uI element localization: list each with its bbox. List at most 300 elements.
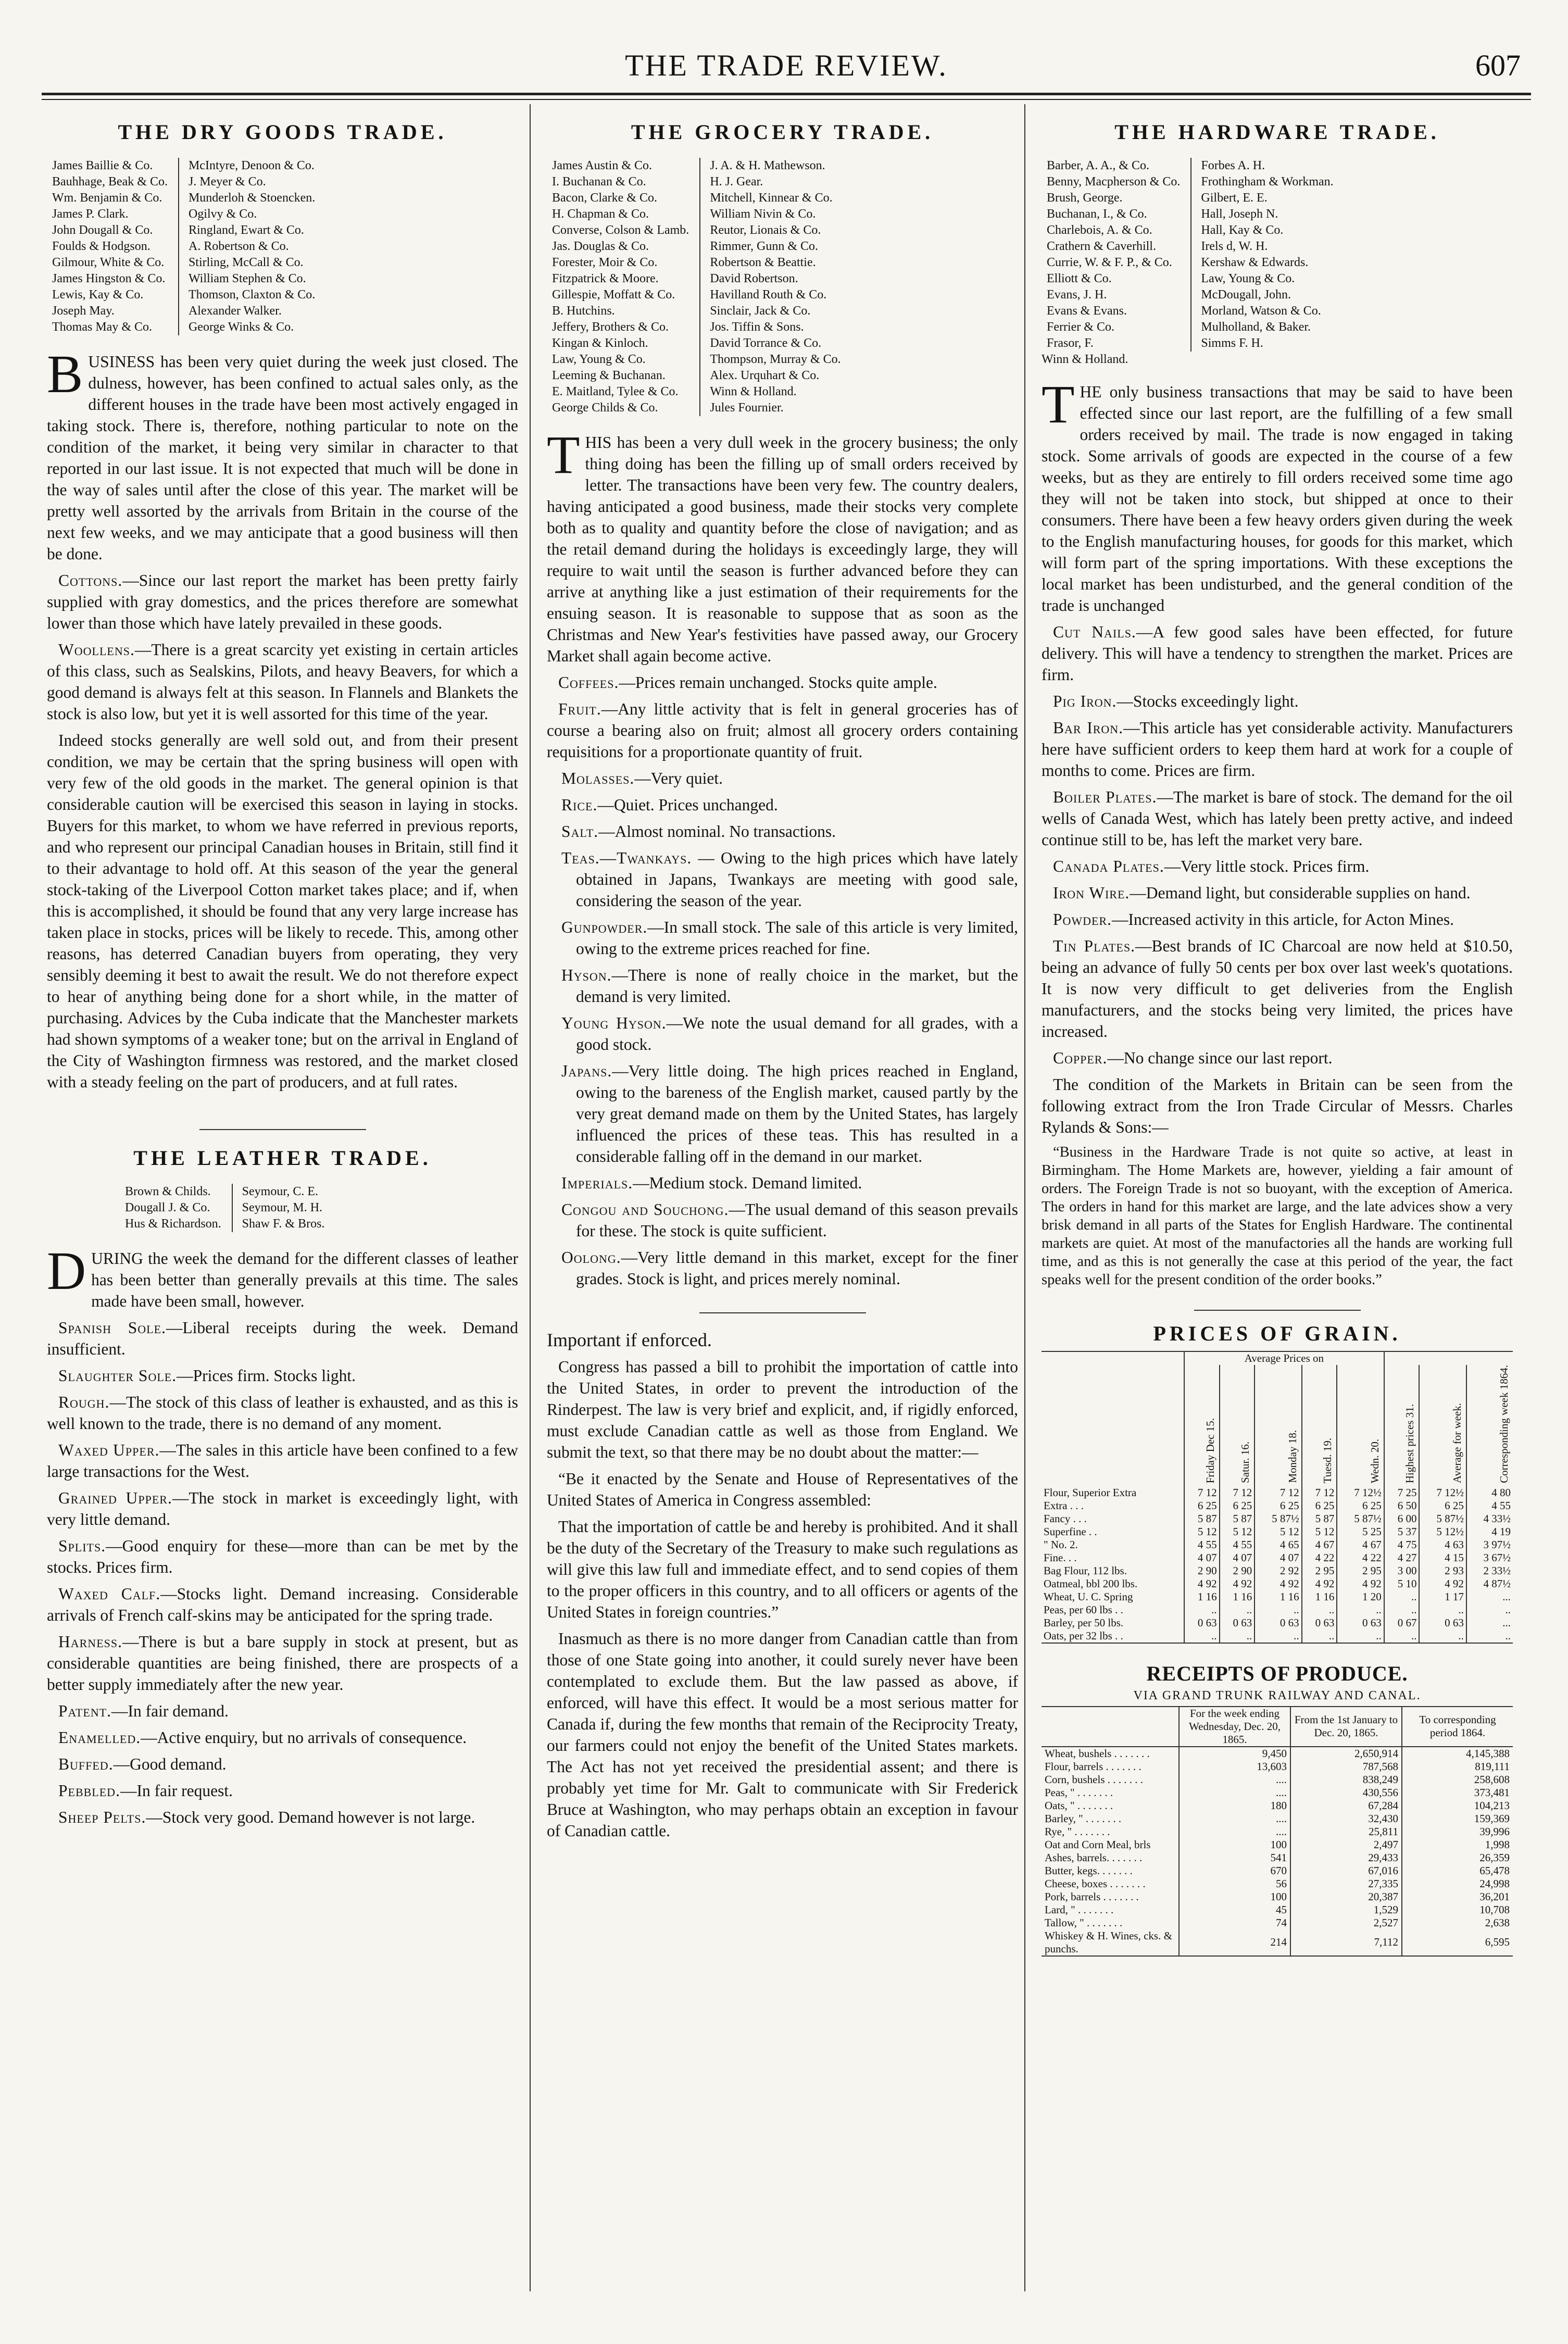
receipts-value-cell: 180 bbox=[1179, 1799, 1290, 1812]
firm-name: Fitzpatrick & Moore. bbox=[552, 272, 659, 285]
grain-price-cell: .. bbox=[1220, 1603, 1255, 1616]
firm-name: Law, Young & Co. bbox=[1201, 272, 1295, 285]
table-row bbox=[1042, 1564, 1513, 1577]
produce-receipts-table bbox=[1042, 1706, 1513, 1957]
table-row bbox=[1042, 1629, 1513, 1643]
column-1 bbox=[47, 109, 518, 1833]
dry-goods-heading: THE DRY GOODS TRADE. bbox=[118, 120, 447, 144]
masthead-rule-thin bbox=[42, 99, 1531, 100]
dry-goods-cottons: Cottons.—Since our last report the market has been pretty fairly supplied with gray domestics, and the prices therefore are somewhat lower than those which have lately prevailed in these goods. bbox=[47, 571, 518, 632]
grain-price-cell: 1 16 bbox=[1302, 1590, 1337, 1603]
receipts-value-cell: 670 bbox=[1179, 1864, 1290, 1877]
grain-price-cell: .. bbox=[1419, 1603, 1466, 1616]
firm-name: Currie, W. & F. P., & Co. bbox=[1047, 256, 1172, 269]
firm-name: James Austin & Co. bbox=[552, 159, 653, 172]
item-text: —Stocks light. Demand increasing. Considerable arrivals of French calf-skins may be anticipated for the spring trade. bbox=[47, 1585, 518, 1624]
grain-price-cell: 5 37 bbox=[1384, 1525, 1420, 1538]
receipts-value-cell: 39,996 bbox=[1402, 1825, 1513, 1838]
drop-cap: D bbox=[47, 1241, 86, 1301]
receipts-value-cell: .... bbox=[1179, 1773, 1290, 1786]
grain-price-cell: .. bbox=[1184, 1629, 1220, 1643]
grocery-firms bbox=[552, 158, 1018, 416]
market-item bbox=[1042, 717, 1513, 781]
firm-name: Evans & Evans. bbox=[1047, 304, 1127, 318]
receipts-row-label: Pork, barrels . . . . . . . bbox=[1045, 1890, 1139, 1903]
receipts-value-cell: 1,998 bbox=[1402, 1838, 1513, 1851]
firm-name: Frothingham & Workman. bbox=[1201, 175, 1334, 189]
receipts-value-cell: 32,430 bbox=[1290, 1812, 1402, 1825]
table-row bbox=[1042, 1864, 1513, 1877]
receipts-value-cell: 45 bbox=[1179, 1903, 1290, 1916]
grain-price-cell: 6 25 bbox=[1184, 1499, 1220, 1512]
hardware-firms bbox=[1047, 158, 1513, 352]
firm-name: Jules Fournier. bbox=[710, 401, 784, 415]
receipts-value-cell: 6,595 bbox=[1402, 1929, 1513, 1956]
grain-price-cell: 4 92 bbox=[1255, 1577, 1301, 1590]
item-label: Harness. bbox=[58, 1633, 122, 1651]
firm-name: Dougall J. & Co. bbox=[125, 1201, 210, 1214]
grain-prices-table bbox=[1042, 1351, 1513, 1644]
item-label: Tin Plates. bbox=[1053, 937, 1135, 955]
receipts-value-cell: 56 bbox=[1179, 1877, 1290, 1890]
item-label: Hyson. bbox=[561, 966, 612, 984]
item-text: —Best brands of IC Charcoal are now held at $10.50, being an advance of fully 50 cents per box over last week's quotations. It is now very difficult to get deliveries from the English manufacturers, and the stocks being very limited, the prices have increased. bbox=[1042, 937, 1513, 1041]
grain-row-label: Extra . . . bbox=[1044, 1499, 1084, 1512]
table-row bbox=[1042, 1812, 1513, 1825]
receipts-value-cell: 373,481 bbox=[1402, 1786, 1513, 1799]
enforced-p1: Congress has passed a bill to prohibit the importation of cattle into the United States, in order to prevent the introduction of the Rinderpest. The law is very brief and explicit, and, if rigidly enforced, must exclude Canadian cattle as well as those from England. We submit the text, so that there may be no doubt about the matter:— bbox=[547, 1358, 1018, 1461]
firm-name: Thompson, Murray & Co. bbox=[710, 353, 841, 366]
receipts-value-cell: 10,708 bbox=[1402, 1903, 1513, 1916]
grain-row-label: " No. 2. bbox=[1044, 1538, 1078, 1551]
grain-price-cell: .. bbox=[1466, 1629, 1513, 1643]
hardware-items bbox=[1042, 621, 1513, 1069]
table-row bbox=[1042, 1799, 1513, 1812]
grain-price-cell: 5 87½ bbox=[1255, 1512, 1301, 1525]
market-item bbox=[1042, 882, 1513, 904]
grain-price-cell: 7 12 bbox=[1302, 1486, 1337, 1499]
grain-price-cell: .. bbox=[1337, 1629, 1384, 1643]
receipts-heading: RECEIPTS OF PRODUCE. bbox=[1146, 1661, 1408, 1685]
grain-price-cell: 4 22 bbox=[1337, 1551, 1384, 1564]
firm-name: Joseph May. bbox=[52, 304, 115, 318]
item-label: Sheep Pelts. bbox=[58, 1808, 146, 1826]
firm-name: J. Meyer & Co. bbox=[188, 175, 266, 189]
grain-price-cell: .. bbox=[1384, 1629, 1420, 1643]
grain-price-cell: 7 12½ bbox=[1337, 1486, 1384, 1499]
item-label: Molasses. bbox=[561, 769, 635, 787]
grain-price-cell: 2 92 bbox=[1255, 1564, 1301, 1577]
firm-name: Evans, J. H. bbox=[1047, 288, 1107, 302]
firm-name: Crathern & Caverhill. bbox=[1047, 240, 1156, 253]
leather-firms bbox=[125, 1184, 518, 1232]
item-label: Splits. bbox=[58, 1537, 106, 1555]
market-item bbox=[47, 1583, 518, 1626]
market-item bbox=[547, 698, 1018, 762]
receipts-column-header: From the 1st January to Dec. 20, 1865. bbox=[1290, 1707, 1402, 1747]
firm-name: John Dougall & Co. bbox=[52, 223, 153, 237]
table-row bbox=[1042, 1590, 1513, 1603]
grain-price-cell: 5 87 bbox=[1220, 1512, 1255, 1525]
leather-heading: THE LEATHER TRADE. bbox=[133, 1146, 432, 1170]
grain-column-header bbox=[1220, 1365, 1255, 1486]
item-label: Bar Iron. bbox=[1053, 719, 1124, 737]
firm-name: Charlebois, A. & Co. bbox=[1047, 223, 1152, 237]
firm-name: Thomson, Claxton & Co. bbox=[188, 288, 316, 302]
firm-name: Munderloh & Stoencken. bbox=[188, 191, 316, 205]
market-item bbox=[547, 917, 1018, 959]
enforced-heading: Important if enforced. bbox=[547, 1330, 712, 1350]
receipts-row-label: Peas, " . . . . . . . bbox=[1045, 1786, 1113, 1799]
grain-row-label: Oats, per 32 lbs . . bbox=[1044, 1629, 1123, 1642]
firm-name: Kershaw & Edwards. bbox=[1201, 256, 1309, 269]
item-label: Salt. bbox=[561, 822, 599, 841]
drop-cap: B bbox=[47, 344, 83, 404]
item-label: Japans. bbox=[561, 1062, 612, 1080]
page-title: THE TRADE REVIEW. bbox=[625, 48, 948, 82]
receipts-row-label: Butter, kegs. . . . . . . bbox=[1045, 1864, 1133, 1877]
firm-name: Rimmer, Gunn & Co. bbox=[710, 240, 819, 253]
firm-name: Barber, A. A., & Co. bbox=[1047, 159, 1150, 172]
grain-price-cell: 1 16 bbox=[1184, 1590, 1220, 1603]
receipts-row-label: Lard, " . . . . . . . bbox=[1045, 1903, 1114, 1916]
grain-price-cell: ... bbox=[1466, 1616, 1513, 1629]
grain-column-label: Corresponding week 1864. bbox=[1498, 1365, 1510, 1483]
grain-price-cell: 5 87 bbox=[1184, 1512, 1220, 1525]
page-number: 607 bbox=[1475, 48, 1521, 82]
dry-goods-intro: BUSINESS has been very quiet during the week just closed. The dulness, however, has been confined to actual sales only, as the different houses in the trade have been most actively engaged in taking stock. There is, therefore, nothing particular to note on the condition of the market, it being very similar in character to that reported in our last issue. It is not expected that much will be done in the way of sales until after the close of this year. The market will be pretty well assorted by the arrivals from Britain in the course of the next few weeks, and we may anticipate that a good business will then be done. bbox=[47, 344, 518, 563]
grain-heading: PRICES OF GRAIN. bbox=[1153, 1322, 1401, 1345]
grain-price-cell: 4 07 bbox=[1255, 1551, 1301, 1564]
firm-name: Brown & Childs. bbox=[125, 1185, 211, 1198]
dry-goods-woollens: Woollens.—There is a great scarcity yet existing in certain articles of this class, such as Sealskins, Pilots, and heavy Beavers, for which a good demand is always felt at this season. In Flannels and Blankets the stock is also low, but yet it is well assorted for this time of the year. bbox=[47, 641, 518, 723]
table-row bbox=[1042, 1890, 1513, 1903]
grain-price-cell: 0 63 bbox=[1419, 1616, 1466, 1629]
firm-name: Kingan & Kinloch. bbox=[552, 336, 648, 350]
item-text: —There is none of really choice in the market, but the demand is very limited. bbox=[576, 966, 1018, 1006]
hardware-firm-center: Winn & Holland. bbox=[1042, 353, 1128, 366]
item-text: —Prices firm. Stocks light. bbox=[177, 1367, 356, 1385]
firm-name: Ogilvy & Co. bbox=[188, 207, 257, 221]
firm-name: H. Chapman & Co. bbox=[552, 207, 649, 221]
market-item bbox=[547, 847, 1018, 911]
item-text: —This article has yet considerable activity. Manufacturers here have sufficient orders to keep them hard at work for a couple of months to come. Prices are firm. bbox=[1042, 719, 1513, 780]
hardware-intro: THE only business transactions that may be said to have been effected since our last report, are the fulfilling of a few small orders received by mail. The trade is now engaged in taking stock. Some arrivals of goods are expected in the course of a few weeks, but as they are entirely to fill orders received some time ago they will not be taken into stock, but shipped at once to their consumers. There have been a few heavy orders given during the week to the English manufacturing houses, for goods for this market, which will form part of the spring importations. With these exceptions the local market has been undisturbed, and the general condition of the trade is unchanged bbox=[1042, 374, 1513, 615]
grain-price-cell: .. bbox=[1384, 1603, 1420, 1616]
receipts-value-cell: 65,478 bbox=[1402, 1864, 1513, 1877]
item-label: Pig Iron. bbox=[1053, 692, 1117, 710]
item-label: Powder. bbox=[1053, 910, 1112, 929]
firm-name: Forester, Moir & Co. bbox=[552, 256, 658, 269]
grain-price-cell: 3 00 bbox=[1384, 1564, 1420, 1577]
item-text: —In fair request. bbox=[120, 1782, 233, 1800]
receipts-value-cell: 2,638 bbox=[1402, 1916, 1513, 1929]
receipts-value-cell: 2,527 bbox=[1290, 1916, 1402, 1929]
receipts-subtitle: VIA GRAND TRUNK RAILWAY AND CANAL. bbox=[1133, 1688, 1421, 1702]
receipts-row-label: Rye, " . . . . . . . bbox=[1045, 1825, 1110, 1838]
grain-row-label: Peas, per 60 lbs . . bbox=[1044, 1603, 1123, 1616]
grain-price-cell: 4 22 bbox=[1302, 1551, 1337, 1564]
firm-name: Hall, Kay & Co. bbox=[1201, 223, 1284, 237]
item-label: Cut Nails. bbox=[1053, 623, 1136, 641]
column-2 bbox=[547, 109, 1018, 1847]
item-text: —Good enquiry for these—more than can be met by the stocks. Prices firm. bbox=[47, 1537, 518, 1576]
firm-name: William Nivin & Co. bbox=[710, 207, 816, 221]
table-row bbox=[1042, 1747, 1513, 1760]
grain-price-cell: 6 25 bbox=[1220, 1499, 1255, 1512]
firm-name: Seymour, C. E. bbox=[242, 1185, 319, 1198]
item-text: —There is but a bare supply in stock at present, but as considerable quantities are being finished, there are prospects of a better supply immediately after the new year. bbox=[47, 1633, 518, 1694]
item-text: —The market is bare of stock. The demand for the oil wells of Canada West, which has lately been pretty active, and indeed continue still to be, has left the market very bare. bbox=[1042, 788, 1513, 849]
masthead bbox=[42, 48, 1531, 90]
grain-price-cell: 0 63 bbox=[1337, 1616, 1384, 1629]
receipts-value-cell: 25,811 bbox=[1290, 1825, 1402, 1838]
item-text: —In small stock. The sale of this article is very limited, owing to the extreme prices reached for fine. bbox=[576, 918, 1018, 958]
grain-price-cell: 4 15 bbox=[1419, 1551, 1466, 1564]
receipts-value-cell: 1,529 bbox=[1290, 1903, 1402, 1916]
grain-price-cell: .. bbox=[1255, 1629, 1301, 1643]
receipts-row-label: Cheese, boxes . . . . . . . bbox=[1045, 1877, 1146, 1890]
grain-price-cell: .. bbox=[1419, 1629, 1466, 1643]
market-item bbox=[47, 1727, 518, 1748]
receipts-value-cell: .... bbox=[1179, 1812, 1290, 1825]
item-label: Congou and Souchong. bbox=[561, 1200, 729, 1219]
table-row bbox=[1042, 1512, 1513, 1525]
grain-price-cell: 4 19 bbox=[1466, 1525, 1513, 1538]
receipts-value-cell: 541 bbox=[1179, 1851, 1290, 1864]
item-label: Oolong. bbox=[561, 1248, 621, 1267]
firm-name: Gilbert, E. E. bbox=[1201, 191, 1268, 205]
grain-price-cell: 3 67½ bbox=[1466, 1551, 1513, 1564]
grain-row-label: Oatmeal, bbl 200 lbs. bbox=[1044, 1577, 1138, 1590]
receipts-value-cell: 2,650,914 bbox=[1290, 1747, 1402, 1760]
firm-name: George Childs & Co. bbox=[552, 401, 658, 415]
item-text: —Any little activity that is felt in general groceries has of course a bearing also on fruit; almost all grocery orders containing requisitions for a proportionate quantity of fruit. bbox=[547, 700, 1018, 761]
receipts-value-cell: 26,359 bbox=[1402, 1851, 1513, 1864]
item-text: —A few good sales have been effected, for future delivery. This will have a tendency to strengthen the market. Prices are firm. bbox=[1042, 623, 1513, 684]
firm-name: Morland, Watson & Co. bbox=[1201, 304, 1321, 318]
grain-price-cell: 0 67 bbox=[1384, 1616, 1420, 1629]
grain-row-label: Fine. . . bbox=[1044, 1551, 1077, 1564]
market-item bbox=[47, 1317, 518, 1360]
table-row bbox=[1042, 1903, 1513, 1916]
grain-price-cell: 5 12 bbox=[1220, 1525, 1255, 1538]
firm-name: George Winks & Co. bbox=[188, 320, 294, 334]
grain-price-cell: 4 92 bbox=[1337, 1577, 1384, 1590]
grain-price-cell: 7 12½ bbox=[1419, 1486, 1466, 1499]
grain-column-header bbox=[1384, 1365, 1420, 1486]
grain-price-cell: 4 92 bbox=[1419, 1577, 1466, 1590]
table-row bbox=[1042, 1773, 1513, 1786]
grain-price-cell: 1 20 bbox=[1337, 1590, 1384, 1603]
receipts-value-cell: 24,998 bbox=[1402, 1877, 1513, 1890]
item-text: —The stock in market is exceedingly light, with very little demand. bbox=[47, 1489, 518, 1528]
firm-name: Gilmour, White & Co. bbox=[52, 256, 165, 269]
table-row bbox=[1042, 1616, 1513, 1629]
grain-price-cell: .. bbox=[1466, 1603, 1513, 1616]
receipts-column-header: For the week ending Wednesday, Dec. 20, 1865. bbox=[1179, 1707, 1290, 1747]
market-item bbox=[547, 964, 1018, 1007]
item-label: Spanish Sole. bbox=[58, 1319, 166, 1337]
firm-name: Stirling, McCall & Co. bbox=[188, 256, 304, 269]
drop-cap: T bbox=[1042, 374, 1075, 434]
item-text: —Medium stock. Demand limited. bbox=[633, 1174, 862, 1192]
market-item bbox=[47, 1807, 518, 1828]
grain-column-header bbox=[1184, 1365, 1220, 1486]
market-item bbox=[1042, 935, 1513, 1042]
market-item bbox=[47, 1392, 518, 1434]
receipts-value-cell: 74 bbox=[1179, 1916, 1290, 1929]
receipts-row-label: Oat and Corn Meal, brls bbox=[1045, 1838, 1151, 1851]
firm-name: B. Hutchins. bbox=[552, 304, 615, 318]
receipts-value-cell: 67,016 bbox=[1290, 1864, 1402, 1877]
grain-price-cell: .. bbox=[1337, 1603, 1384, 1616]
receipts-value-cell: 13,603 bbox=[1179, 1760, 1290, 1773]
grain-column-label: Tuesd. 19. bbox=[1321, 1437, 1334, 1483]
table-row bbox=[1042, 1877, 1513, 1890]
grain-price-cell: .. bbox=[1220, 1629, 1255, 1643]
item-text: —Quiet. Prices unchanged. bbox=[597, 796, 778, 814]
dry-goods-outlook: Indeed stocks generally are well sold out, and from their present condition, we may be certain that the spring business will open with very few of the old goods in the market. The general opinion is that considerable caution will be exercised this season in laying in stocks. Buyers for this market, to whom we have referred in previous reports, and who represent our principal Canadian houses in Britain, still find it to their advantage to hold off. At this season of the year the general stock-taking of the Liverpool Cotton market takes place; and if, when this is accomplished, it should be found that any very large increase has taken place in stocks, prices will be likely to recede. This, among other reasons, has deterred Canadian buyers from operating, they very sensibly deeming it best to await the result. We do not therefore expect to hear of anything being done for a short while, in the matter of purchasing. Advices by the Cuba indicate that the Manchester markets had shown symptoms of a weaker tone; but on the arrival in England of the City of Washington firmness was restored, and the market closed with a steady feeling on the part of producers, and at full rates. bbox=[47, 731, 518, 1091]
grain-row-label: Flour, Superior Extra bbox=[1044, 1486, 1137, 1499]
table-row bbox=[1042, 1786, 1513, 1799]
receipts-value-cell: 27,335 bbox=[1290, 1877, 1402, 1890]
receipts-value-cell: 29,433 bbox=[1290, 1851, 1402, 1864]
grain-row-label: Barley, per 50 lbs. bbox=[1044, 1616, 1124, 1629]
table-row bbox=[1042, 1499, 1513, 1512]
item-label: Pebbled. bbox=[58, 1782, 120, 1800]
grain-price-cell: 4 27 bbox=[1384, 1551, 1420, 1564]
firm-name: Foulds & Hodgson. bbox=[52, 240, 150, 253]
grain-price-cell: 6 50 bbox=[1384, 1499, 1420, 1512]
firm-name: Reutor, Lionais & Co. bbox=[710, 223, 821, 237]
grain-price-cell: 5 12 bbox=[1184, 1525, 1220, 1538]
receipts-row-label: Ashes, barrels. . . . . . . bbox=[1045, 1851, 1143, 1864]
firm-name: A. Robertson & Co. bbox=[188, 240, 289, 253]
grain-price-cell: .. bbox=[1302, 1603, 1337, 1616]
market-item bbox=[47, 1700, 518, 1722]
grain-price-cell: 5 12 bbox=[1255, 1525, 1301, 1538]
item-text: —Liberal receipts during the week. Demand insufficient. bbox=[47, 1319, 518, 1358]
grain-price-cell: 5 25 bbox=[1337, 1525, 1384, 1538]
grain-price-cell: 6 25 bbox=[1302, 1499, 1337, 1512]
receipts-value-cell: 4,145,388 bbox=[1402, 1747, 1513, 1760]
firm-name: James P. Clark. bbox=[52, 207, 129, 221]
item-text: — Owing to the high prices which have lately obtained in Japans, Twankays are meeting with good sale, considering the season of the year. bbox=[576, 849, 1018, 910]
item-label: Patent. bbox=[58, 1702, 112, 1720]
grain-price-cell: 7 12 bbox=[1255, 1486, 1301, 1499]
firm-name: E. Maitland, Tylee & Co. bbox=[552, 385, 679, 398]
item-text: —In fair demand. bbox=[111, 1702, 229, 1720]
table-row bbox=[1042, 1603, 1513, 1616]
receipts-column-header: To corresponding period 1864. bbox=[1402, 1707, 1513, 1747]
item-text: —Active enquiry, but no arrivals of consequence. bbox=[141, 1728, 467, 1747]
column-divider-1 bbox=[530, 104, 531, 2291]
firm-name: McIntyre, Denoon & Co. bbox=[188, 159, 315, 172]
firm-name: Sinclair, Jack & Co. bbox=[710, 304, 811, 318]
firm-name: McDougall, John. bbox=[1201, 288, 1291, 302]
item-text: —Increased activity in this article, for Acton Mines. bbox=[1112, 910, 1454, 929]
receipts-value-cell: 104,213 bbox=[1402, 1799, 1513, 1812]
grain-price-cell: 4 07 bbox=[1184, 1551, 1220, 1564]
grain-price-cell: 5 12 bbox=[1302, 1525, 1337, 1538]
grain-price-cell: 0 63 bbox=[1184, 1616, 1220, 1629]
item-label: Boiler Plates. bbox=[1053, 788, 1157, 806]
firm-name: Benny, Macpherson & Co. bbox=[1047, 175, 1181, 189]
grain-price-cell: 4 33½ bbox=[1466, 1512, 1513, 1525]
grain-column-header bbox=[1419, 1365, 1466, 1486]
enforced-p4: Inasmuch as there is no more danger from Canadian cattle than from those of one State going into another, it could surely never have been contemplated to exclude them. But the law passed as above, if enforced, will have this effect. It would be a most serious matter for Canada if, during the few months that remain of the Reciprocity Treaty, our farmers could not enjoy the benefit of the United States markets. The Act has not yet received the presidential assent; and there is probably yet time for Mr. Galt to communicate with Sir Frederick Bruce at Washington, who may perhaps obtain an exception in favour of Canadian cattle. bbox=[547, 1629, 1018, 1840]
item-text: —Very little stock. Prices firm. bbox=[1164, 857, 1370, 875]
masthead-rule bbox=[42, 93, 1531, 95]
grain-price-cell: 4 67 bbox=[1337, 1538, 1384, 1551]
section-separator bbox=[699, 1312, 866, 1313]
receipts-row-label: Flour, barrels . . . . . . . bbox=[1045, 1760, 1141, 1773]
firm-name: Lewis, Kay & Co. bbox=[52, 288, 144, 302]
market-item bbox=[547, 794, 1018, 816]
item-label: Gunpowder. bbox=[561, 918, 648, 936]
item-label: Rice. bbox=[561, 796, 598, 814]
firm-name: Ringland, Ewart & Co. bbox=[188, 223, 304, 237]
item-label: Copper. bbox=[1053, 1049, 1108, 1067]
market-item bbox=[47, 1535, 518, 1578]
firm-name: H. J. Gear. bbox=[710, 175, 763, 189]
grain-price-cell: 7 12 bbox=[1184, 1486, 1220, 1499]
grain-column-label: Friday Dec 15. bbox=[1203, 1418, 1216, 1483]
receipts-row-label: Whiskey & H. Wines, cks. & punchs. bbox=[1045, 1929, 1172, 1955]
firm-name: Thomas May & Co. bbox=[52, 320, 152, 334]
table-row bbox=[1042, 1486, 1513, 1499]
item-label: Iron Wire. bbox=[1053, 884, 1130, 902]
grain-price-cell: 2 33½ bbox=[1466, 1564, 1513, 1577]
item-label: Slaughter Sole. bbox=[58, 1367, 177, 1385]
receipts-row-label: Barley, " . . . . . . . bbox=[1045, 1812, 1122, 1825]
grain-price-cell: 4 63 bbox=[1419, 1538, 1466, 1551]
firm-name: Alex. Urquhart & Co. bbox=[710, 369, 820, 382]
grain-group-header: Average Prices on bbox=[1184, 1351, 1384, 1365]
market-item bbox=[1042, 786, 1513, 850]
grain-price-cell: 0 63 bbox=[1220, 1616, 1255, 1629]
grain-price-cell: 0 63 bbox=[1255, 1616, 1301, 1629]
grain-column-header bbox=[1466, 1365, 1513, 1486]
grain-column-label: Monday 18. bbox=[1286, 1430, 1299, 1483]
market-item bbox=[47, 1439, 518, 1482]
hardware-heading: THE HARDWARE TRADE. bbox=[1114, 120, 1440, 144]
receipts-value-cell: 819,111 bbox=[1402, 1760, 1513, 1773]
firm-name: Irels d, W. H. bbox=[1201, 240, 1268, 253]
grain-row-label: Fancy . . . bbox=[1044, 1512, 1087, 1525]
grain-price-cell: 7 12 bbox=[1220, 1486, 1255, 1499]
enforced-p2: “Be it enacted by the Senate and House of Representatives of the United States of America in Congress assembled: bbox=[547, 1470, 1018, 1509]
receipts-value-cell: 100 bbox=[1179, 1890, 1290, 1903]
grain-price-cell: 2 95 bbox=[1302, 1564, 1337, 1577]
grain-column-label: Wedn. 20. bbox=[1368, 1438, 1381, 1483]
receipts-value-cell: 838,249 bbox=[1290, 1773, 1402, 1786]
market-item bbox=[547, 1012, 1018, 1055]
firm-name: Leeming & Buchanan. bbox=[552, 369, 666, 382]
market-item bbox=[1042, 691, 1513, 712]
item-label: Rough. bbox=[58, 1393, 110, 1411]
grocery-intro: THIS has been a very dull week in the grocery business; the only thing doing has been the filling up of small orders received by letter. The transactions have been very few. The country dealers, having anticipated a good business, made their stocks very complete both as to quality and quantity before the close of navigation; and as the retail demand during the holidays is exceedingly large, they will require to wait until the season is further advanced before they can arrive at anything like a just estimation of their requirements for the ensuing season. It is reasonable to suppose that as soon as the Christmas and New Year's festivities have passed away, our Grocery Market shall again become active. bbox=[547, 425, 1018, 665]
receipts-value-cell: 20,387 bbox=[1290, 1890, 1402, 1903]
grain-price-cell: 5 10 bbox=[1384, 1577, 1420, 1590]
item-label: Enamelled. bbox=[58, 1728, 141, 1747]
market-item bbox=[547, 1172, 1018, 1194]
item-label: Canada Plates. bbox=[1053, 857, 1164, 875]
receipts-value-cell: 100 bbox=[1179, 1838, 1290, 1851]
item-text: —Prices remain unchanged. Stocks quite ample. bbox=[619, 673, 937, 692]
grocery-heading: THE GROCERY TRADE. bbox=[631, 120, 934, 144]
